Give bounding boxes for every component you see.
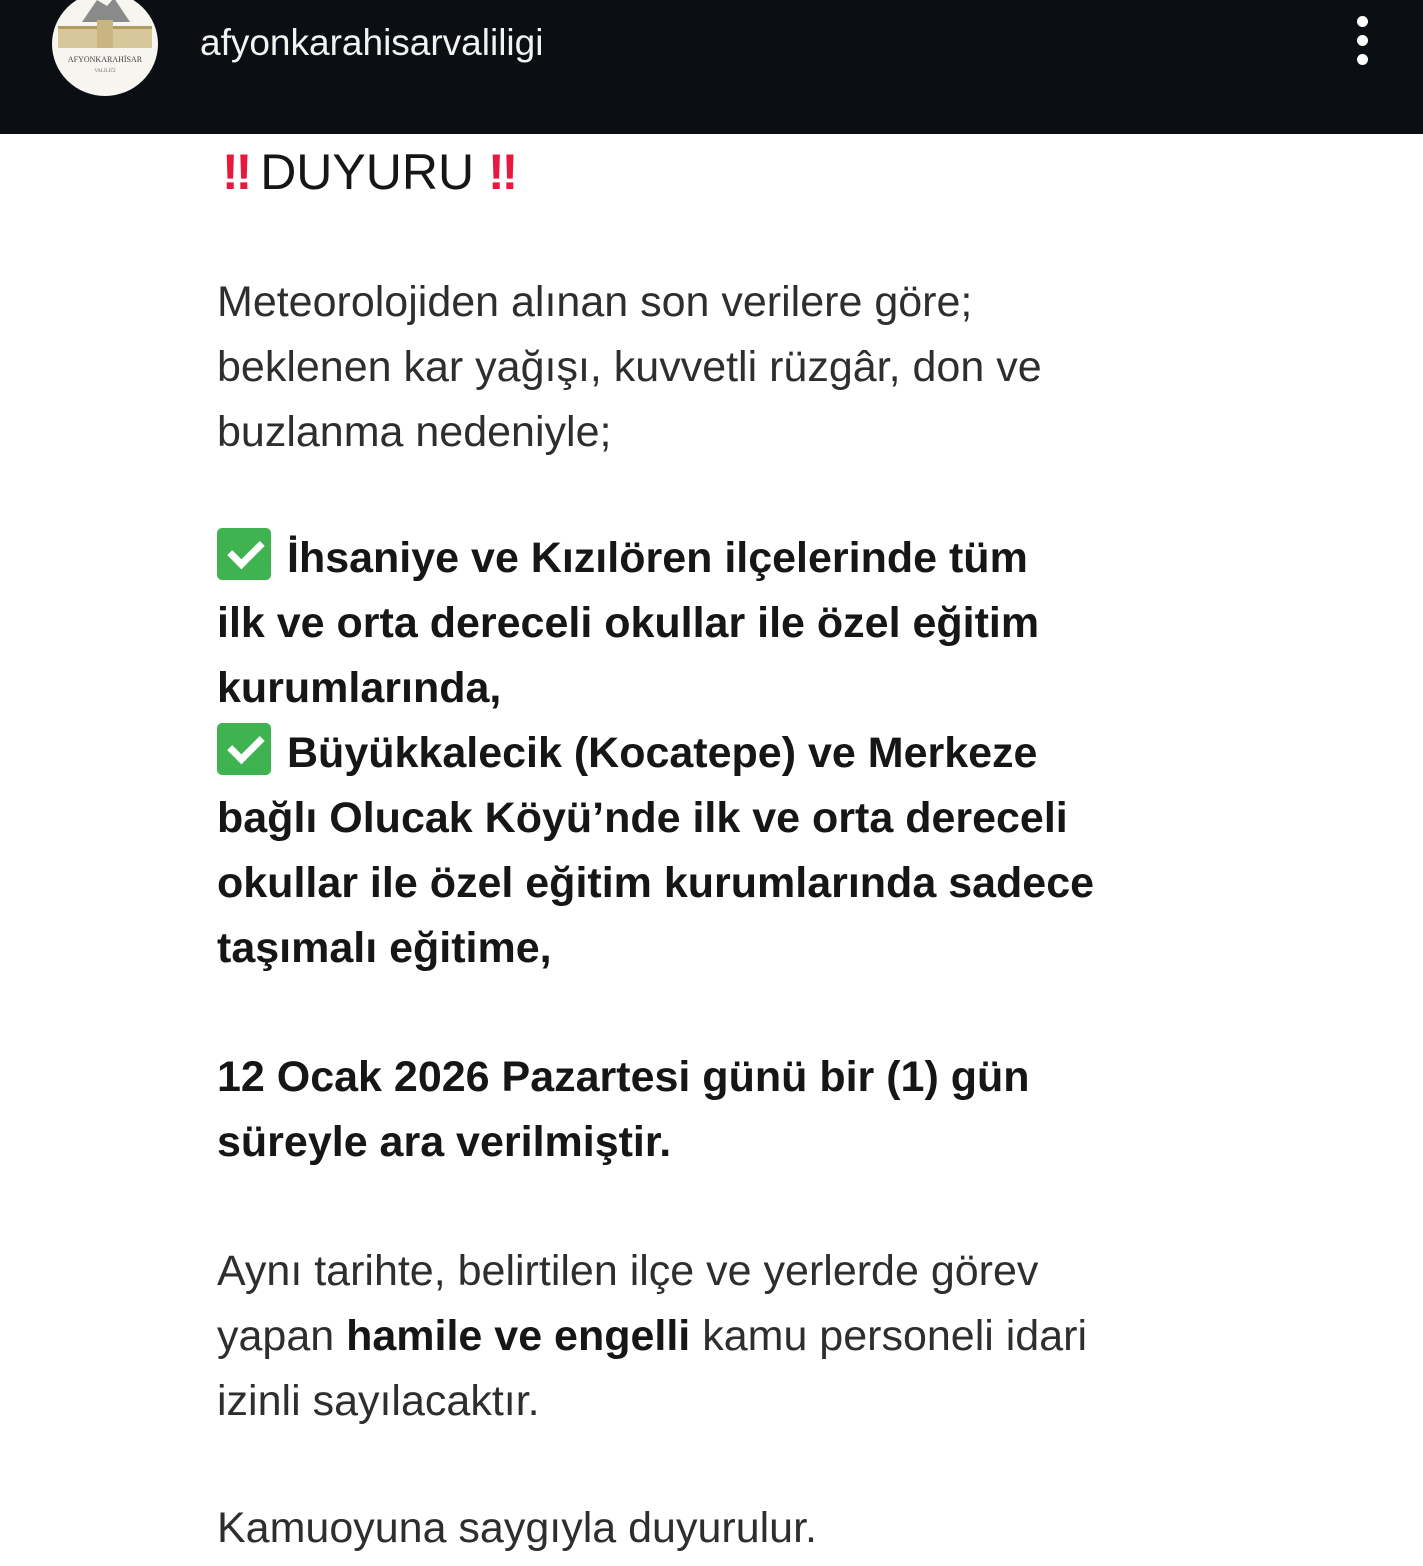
text-line: kurumlarında, xyxy=(217,664,502,712)
text-line: Büyükkalecik (Kocatepe) ve Merkeze xyxy=(287,729,1038,777)
date-paragraph xyxy=(217,1045,1030,1175)
intro-paragraph xyxy=(217,270,1042,465)
bold-text-span: hamile ve engelli xyxy=(346,1312,691,1360)
list-item xyxy=(217,526,1039,721)
text-span: yapan xyxy=(217,1312,347,1360)
text-line: ilk ve orta dereceli okullar ile özel eğitim xyxy=(217,599,1040,647)
text-line: İhsaniye ve Kızılören ilçelerinde tüm xyxy=(287,534,1028,582)
title-text: DUYURU xyxy=(260,144,475,200)
more-vertical-icon[interactable] xyxy=(1350,16,1374,76)
double-exclamation-icon: ‼ xyxy=(222,144,247,200)
svg-text:AFYONKARAHİSAR: AFYONKARAHİSAR xyxy=(67,55,143,64)
text-span: kamu personeli idari xyxy=(690,1312,1088,1360)
list-item xyxy=(217,721,1094,981)
text-line: Meteorolojiden alınan son verilere göre; xyxy=(217,278,973,326)
text-line: Aynı tarihte, belirtilen ilçe ve yerlerde görev xyxy=(217,1247,1039,1295)
post-title xyxy=(222,140,526,204)
text-line: 12 Ocak 2026 Pazartesi günü bir (1) gün xyxy=(217,1053,1030,1101)
text-line: izinli sayılacaktır. xyxy=(217,1377,540,1425)
text-line: bağlı Olucak Köyü’nde ilk ve orta dereceli xyxy=(217,794,1068,842)
post-header xyxy=(0,0,1423,134)
svg-text:VALİLİĞİ: VALİLİĞİ xyxy=(94,69,116,74)
avatar[interactable] xyxy=(52,0,158,96)
username[interactable]: afyonkarahisarvaliligi xyxy=(200,22,544,63)
check-mark-icon xyxy=(217,723,271,775)
closing-line: Kamuoyuna saygıyla duyurulur. xyxy=(217,1504,817,1552)
text-line: buzlanma nedeniyle; xyxy=(217,408,612,456)
text-line xyxy=(217,1304,1087,1369)
text-line: okullar ile özel eğitim kurumlarında sadece xyxy=(217,859,1095,907)
double-exclamation-icon: ‼ xyxy=(488,144,513,200)
text-line: süreyle ara verilmiştir. xyxy=(217,1118,672,1166)
note-paragraph xyxy=(217,1239,1087,1434)
check-mark-icon xyxy=(217,528,271,580)
governorship-logo-icon xyxy=(52,0,158,96)
text-line: taşımalı eğitime, xyxy=(217,924,552,972)
text-line: beklenen kar yağışı, kuvvetli rüzgâr, don ve xyxy=(217,343,1042,391)
